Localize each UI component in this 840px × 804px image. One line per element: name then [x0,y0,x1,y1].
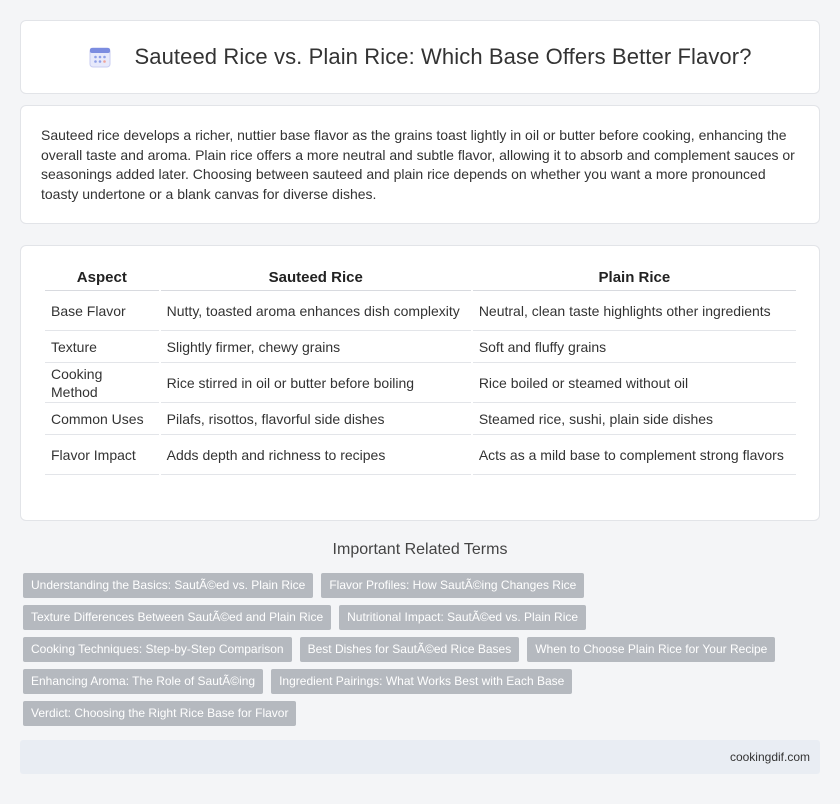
column-header-plain-rice: Plain Rice [473,264,796,291]
tag-row [23,669,823,694]
related-term-tag[interactable]: When to Choose Plain Rice for Your Recipe [527,637,775,662]
table-cell: Rice stirred in oil or butter before boiling [161,363,471,403]
related-terms-title: Important Related Terms [332,541,508,558]
tag-row [23,637,823,662]
table-cell: Cooking Method [45,363,159,403]
intro-paragraph: Sauteed rice develops a richer, nuttier base flavor as the grains toast lightly in oil or butter before cooking, enhancing the overall taste and aroma. Plain rice offers a more neutral and subtle flavor, allowing it to absorb and complement sauces or seasonings added later. Choosing between sauteed and plain rice depends on whether you want a more pronounced toasty undertone or a blank canvas for diverse dishes. [41,127,795,202]
table-cell: Adds depth and richness to recipes [161,435,471,475]
table-row [45,403,796,435]
column-header-aspect: Aspect [45,264,159,291]
table-cell: Slightly firmer, chewy grains [161,331,471,363]
table-cell: Pilafs, risottos, flavorful side dishes [161,403,471,435]
table-cell: Acts as a mild base to complement strong flavors [473,435,796,475]
table-row [45,291,796,331]
related-terms-list [23,573,823,733]
related-term-tag[interactable]: Cooking Techniques: Step-by-Step Comparison [23,637,292,662]
footer [20,740,820,774]
table-cell: Steamed rice, sushi, plain side dishes [473,403,796,435]
tag-row [23,701,823,726]
tag-row [23,573,823,598]
footer-site-link[interactable]: cookingdif.com [729,750,810,764]
comparison-table-card [20,245,820,521]
related-term-tag[interactable]: Enhancing Aroma: The Role of SautÃ©ing [23,669,263,694]
related-term-tag[interactable]: Verdict: Choosing the Right Rice Base for Flavor [23,701,296,726]
table-cell: Neutral, clean taste highlights other ingredients [473,291,796,331]
table-cell: Common Uses [45,403,159,435]
related-term-tag[interactable]: Flavor Profiles: How SautÃ©ing Changes Rice [321,573,584,598]
intro-card [20,105,820,224]
header-card [20,20,820,94]
related-term-tag[interactable]: Understanding the Basics: SautÃ©ed vs. Plain Rice [23,573,313,598]
related-term-tag[interactable]: Texture Differences Between SautÃ©ed and Plain Rice [23,605,331,630]
table-cell: Texture [45,331,159,363]
table-cell: Flavor Impact [45,435,159,475]
calendar-icon [88,45,112,69]
table-cell: Soft and fluffy grains [473,331,796,363]
table-header-row [45,264,796,291]
tag-row [23,605,823,630]
page-title: Sauteed Rice vs. Plain Rice: Which Base Offers Better Flavor? [134,44,752,69]
related-term-tag[interactable]: Nutritional Impact: SautÃ©ed vs. Plain Rice [339,605,586,630]
table-row [45,363,796,403]
table-cell: Base Flavor [45,291,159,331]
table-cell: Nutty, toasted aroma enhances dish complexity [161,291,471,331]
table-cell: Rice boiled or steamed without oil [473,363,796,403]
comparison-table [43,264,798,475]
related-term-tag[interactable]: Ingredient Pairings: What Works Best with Each Base [271,669,572,694]
column-header-sauteed-rice: Sauteed Rice [161,264,471,291]
table-row [45,331,796,363]
table-row [45,435,796,475]
related-term-tag[interactable]: Best Dishes for SautÃ©ed Rice Bases [300,637,520,662]
